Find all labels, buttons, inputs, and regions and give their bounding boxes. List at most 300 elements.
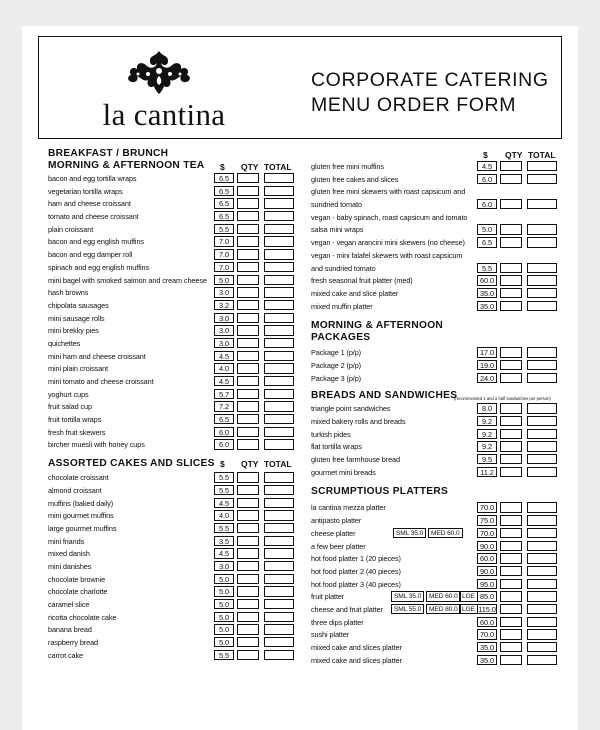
qty-input[interactable] <box>237 198 259 208</box>
menu-item-row <box>311 173 561 186</box>
item-price: 75.0 <box>477 515 497 525</box>
brand-name: la cantina <box>102 97 226 132</box>
item-name: Package 3 (p/p) <box>311 373 362 383</box>
qty-input[interactable] <box>500 454 522 464</box>
item-name: gluten free cakes and slices <box>311 174 399 184</box>
item-price: 3.0 <box>214 287 234 297</box>
qty-input[interactable] <box>237 275 259 285</box>
total-input[interactable] <box>527 224 557 234</box>
breakfast-title-1: BREAKFAST / BRUNCH <box>48 148 169 159</box>
menu-item-row <box>311 641 561 654</box>
item-price: 9.2 <box>477 441 497 451</box>
item-price: 60.0 <box>477 553 497 563</box>
item-name: bacon and egg tortilla wraps <box>48 174 137 183</box>
menu-item-row <box>48 185 298 198</box>
menu-item-row <box>48 388 298 401</box>
menu-item-row <box>48 509 298 522</box>
total-input[interactable] <box>264 650 294 660</box>
menu-item-row <box>48 497 298 510</box>
total-input[interactable] <box>264 363 294 373</box>
item-price: 70.0 <box>477 502 497 512</box>
packages-list <box>311 346 561 384</box>
item-price: 8.0 <box>477 403 497 413</box>
item-name: quichettes <box>48 338 81 348</box>
qty-input[interactable] <box>237 363 259 373</box>
total-input[interactable] <box>527 360 557 370</box>
qty-input[interactable] <box>237 325 259 335</box>
item-price: 3.0 <box>214 338 234 348</box>
total-input[interactable] <box>527 566 557 576</box>
menu-item-row <box>48 362 298 375</box>
size-option[interactable]: SML 35.0 <box>393 528 426 538</box>
total-input[interactable] <box>527 288 557 298</box>
item-price: 70.0 <box>477 528 497 538</box>
item-name: mixed cake and slice platter <box>311 288 399 298</box>
item-price: 5.7 <box>214 389 234 399</box>
qty-input[interactable] <box>500 579 522 589</box>
item-name: hot food platter 1 (20 pieces) <box>311 554 401 564</box>
qty-input[interactable] <box>500 429 522 439</box>
item-name: mixed cake and slices platter <box>311 643 402 652</box>
breads-list <box>311 402 561 478</box>
size-option[interactable]: SML 35.0 <box>391 591 424 601</box>
item-price: 95.0 <box>477 579 497 589</box>
total-input[interactable] <box>527 237 557 247</box>
menu-item-row <box>311 287 561 300</box>
menu-item-row <box>48 636 298 649</box>
item-price: 85.0 <box>477 591 497 601</box>
total-input[interactable] <box>264 586 294 596</box>
qty-input[interactable] <box>237 536 259 546</box>
qty-input[interactable] <box>237 574 259 584</box>
qty-input[interactable] <box>237 414 259 424</box>
col-qty-label: QTY <box>241 162 259 172</box>
total-input[interactable] <box>264 173 294 183</box>
item-name: gluten free farmhouse bread <box>311 455 400 465</box>
menu-item-row <box>311 540 561 553</box>
total-input[interactable] <box>264 439 294 449</box>
cakes-header <box>48 455 298 471</box>
item-price: 11.2 <box>477 467 497 477</box>
total-input[interactable] <box>264 211 294 221</box>
breads-title-row <box>311 390 561 402</box>
qty-input[interactable] <box>500 403 522 413</box>
total-input[interactable] <box>264 612 294 622</box>
qty-input[interactable] <box>237 498 259 508</box>
menu-item-row <box>48 438 298 451</box>
qty-input[interactable] <box>500 360 522 370</box>
qty-input[interactable] <box>237 561 259 571</box>
qty-input[interactable] <box>237 338 259 348</box>
item-name: turkish pides <box>311 429 351 439</box>
total-input[interactable] <box>264 300 294 310</box>
total-input[interactable] <box>264 224 294 234</box>
total-input[interactable] <box>264 249 294 259</box>
qty-input[interactable] <box>237 224 259 234</box>
qty-input[interactable] <box>237 427 259 437</box>
menu-item-row <box>48 337 298 350</box>
menu-item-row <box>311 616 561 629</box>
size-option[interactable]: LGE <box>459 604 478 614</box>
item-name: vegan - vegan arancini mini skewers (no cheese) <box>311 238 465 248</box>
total-input[interactable] <box>264 262 294 272</box>
menu-item-row <box>311 198 561 211</box>
title-line-1: CORPORATE CATERING <box>311 69 549 91</box>
item-price: 4.5 <box>214 376 234 386</box>
total-input[interactable] <box>264 536 294 546</box>
qty-input[interactable] <box>237 249 259 259</box>
total-input[interactable] <box>264 624 294 634</box>
item-name: tomato and cheese croissant <box>48 212 139 222</box>
item-price: 19.0 <box>477 360 497 370</box>
menu-item-row <box>311 359 561 372</box>
item-price: 4.5 <box>214 498 234 508</box>
total-input[interactable] <box>264 414 294 424</box>
qty-input[interactable] <box>500 441 522 451</box>
item-price: 6.0 <box>214 427 234 437</box>
qty-input[interactable] <box>237 523 259 533</box>
title-line-2: MENU ORDER FORM <box>311 94 517 116</box>
menu-item-row <box>48 413 298 426</box>
total-input[interactable] <box>527 429 557 439</box>
menu-item-row <box>311 466 561 479</box>
qty-input[interactable] <box>237 389 259 399</box>
qty-input[interactable] <box>237 186 259 196</box>
total-input[interactable] <box>264 510 294 520</box>
total-input[interactable] <box>527 642 557 652</box>
menu-item-row <box>311 590 561 603</box>
qty-input[interactable] <box>237 300 259 310</box>
qty-input[interactable] <box>500 655 522 665</box>
qty-input[interactable] <box>500 553 522 563</box>
total-input[interactable] <box>527 174 557 184</box>
qty-input[interactable] <box>500 174 522 184</box>
total-input[interactable] <box>264 498 294 508</box>
total-input[interactable] <box>264 275 294 285</box>
item-price: 5.0 <box>214 637 234 647</box>
total-input[interactable] <box>264 325 294 335</box>
total-input[interactable] <box>264 401 294 411</box>
qty-input[interactable] <box>237 548 259 558</box>
item-price: 5.0 <box>214 275 234 285</box>
menu-item-row <box>311 527 561 540</box>
col-total-label: TOTAL <box>528 150 556 160</box>
breakfast-title-2: MORNING & AFTERNOON TEA <box>48 160 205 171</box>
logo <box>79 43 249 133</box>
item-name: yoghurt cups <box>48 389 89 399</box>
col-total-label: TOTAL <box>264 459 292 470</box>
menu-item-row <box>311 453 561 466</box>
qty-input[interactable] <box>500 416 522 426</box>
qty-input[interactable] <box>237 510 259 520</box>
menu-item-row <box>311 372 561 385</box>
qty-input[interactable] <box>500 591 522 601</box>
qty-input[interactable] <box>500 224 522 234</box>
menu-item-row <box>48 623 298 636</box>
item-name: cheese and fruit platter <box>311 604 383 614</box>
item-name: flat tortilla wraps <box>311 442 362 452</box>
total-input[interactable] <box>527 161 557 171</box>
item-name: almond croissant <box>48 485 102 495</box>
qty-input[interactable] <box>237 401 259 411</box>
item-price: 6.5 <box>477 237 497 247</box>
item-price: 35.0 <box>477 655 497 665</box>
total-input[interactable] <box>264 287 294 297</box>
menu-item-row <box>311 274 561 287</box>
qty-input[interactable] <box>500 642 522 652</box>
menu-item-row <box>48 223 298 236</box>
total-input[interactable] <box>527 467 557 477</box>
total-input[interactable] <box>527 553 557 563</box>
item-price: 3.0 <box>214 325 234 335</box>
item-name: sundried tomato <box>311 200 362 210</box>
item-price: 90.0 <box>477 566 497 576</box>
qty-input[interactable] <box>237 376 259 386</box>
menu-item-row <box>48 471 298 484</box>
qty-input[interactable] <box>500 301 522 311</box>
item-price: 5.0 <box>214 574 234 584</box>
item-price: 5.5 <box>214 650 234 660</box>
item-name: plain croissant <box>48 224 94 234</box>
total-input[interactable] <box>527 403 557 413</box>
item-name: carrot cake <box>48 650 83 660</box>
qty-input[interactable] <box>237 624 259 634</box>
total-input[interactable] <box>264 313 294 323</box>
qty-input[interactable] <box>500 275 522 285</box>
item-name: bacon and egg damper roll <box>48 250 133 260</box>
total-input[interactable] <box>527 528 557 538</box>
qty-input[interactable] <box>237 586 259 596</box>
menu-item-row <box>311 552 561 565</box>
total-input[interactable] <box>527 579 557 589</box>
qty-input[interactable] <box>237 351 259 361</box>
item-price: 6.5 <box>214 186 234 196</box>
item-price: 3.2 <box>214 300 234 310</box>
total-input[interactable] <box>264 427 294 437</box>
total-input[interactable] <box>527 591 557 601</box>
item-price: 7.0 <box>214 236 234 246</box>
menu-item-row <box>48 598 298 611</box>
item-name: and sundried tomato <box>311 263 376 273</box>
platters-title: SCRUMPTIOUS PLATTERS <box>311 486 449 498</box>
qty-input[interactable] <box>500 467 522 477</box>
menu-item-row <box>311 211 561 224</box>
size-option[interactable]: MED 60.0 <box>426 591 461 601</box>
item-name: mixed danish <box>48 549 90 559</box>
item-price: 5.5 <box>214 472 234 482</box>
total-input[interactable] <box>527 515 557 525</box>
menu-item-row <box>311 300 561 313</box>
qty-input[interactable] <box>237 612 259 622</box>
qty-input[interactable] <box>237 472 259 482</box>
item-name: mixed cake and slices platter <box>311 655 402 665</box>
breakfast-header <box>48 160 298 172</box>
size-option[interactable]: MED 60.0 <box>428 528 463 538</box>
total-input[interactable] <box>527 604 557 614</box>
qty-input[interactable] <box>237 599 259 609</box>
qty-input[interactable] <box>500 373 522 383</box>
packages-title-2: PACKAGES <box>311 332 371 344</box>
col-price-label: $ <box>483 150 488 160</box>
item-price: 24.0 <box>477 373 497 383</box>
total-input[interactable] <box>527 301 557 311</box>
menu-item-row <box>311 628 561 641</box>
item-price: 9.5 <box>477 454 497 464</box>
qty-input[interactable] <box>500 199 522 209</box>
size-option[interactable]: LGE <box>459 591 478 601</box>
total-input[interactable] <box>264 186 294 196</box>
qty-input[interactable] <box>500 541 522 551</box>
menu-item-row <box>48 400 298 413</box>
total-input[interactable] <box>527 655 557 665</box>
total-input[interactable] <box>527 373 557 383</box>
menu-item-row <box>48 312 298 325</box>
menu-item-row <box>311 249 561 262</box>
size-option[interactable]: MED 80.0 <box>426 604 461 614</box>
total-input[interactable] <box>264 561 294 571</box>
qty-input[interactable] <box>237 262 259 272</box>
total-input[interactable] <box>264 637 294 647</box>
item-name: vegetarian tortilla wraps <box>48 186 123 196</box>
item-name: mixed bakery rolls and breads <box>311 417 406 426</box>
total-input[interactable] <box>527 541 557 551</box>
item-price: 3.5 <box>214 536 234 546</box>
total-input[interactable] <box>264 472 294 482</box>
qty-input[interactable] <box>500 629 522 639</box>
item-price: 6.0 <box>477 199 497 209</box>
packages-title-1: MORNING & AFTERNOON <box>311 320 444 332</box>
total-input[interactable] <box>264 376 294 386</box>
item-name: ricotta chocolate cake <box>48 612 117 622</box>
total-input[interactable] <box>264 389 294 399</box>
item-price: 35.0 <box>477 288 497 298</box>
menu-item-row <box>48 573 298 586</box>
item-price: 35.0 <box>477 642 497 652</box>
total-input[interactable] <box>264 523 294 533</box>
item-name: a few beer platter <box>311 541 366 551</box>
left-column <box>48 148 298 661</box>
item-price: 4.5 <box>214 351 234 361</box>
item-price: 5.0 <box>477 224 497 234</box>
total-input[interactable] <box>527 629 557 639</box>
total-input[interactable] <box>527 617 557 627</box>
form-title <box>311 68 561 118</box>
platters-list <box>311 501 561 666</box>
menu-item-row <box>311 654 561 667</box>
item-price: 5.0 <box>214 624 234 634</box>
qty-input[interactable] <box>500 528 522 538</box>
total-input[interactable] <box>264 351 294 361</box>
item-name: mini bagel with smoked salmon and cream cheese <box>48 275 207 285</box>
item-name: mixed muffin platter <box>311 301 373 311</box>
total-input[interactable] <box>527 454 557 464</box>
item-name: caramel slice <box>48 600 90 609</box>
total-input[interactable] <box>264 548 294 558</box>
qty-input[interactable] <box>237 313 259 323</box>
total-input[interactable] <box>264 599 294 609</box>
total-input[interactable] <box>527 263 557 273</box>
item-name: mini danishes <box>48 561 92 571</box>
item-name: fruit platter <box>311 592 345 602</box>
form-header <box>38 36 562 139</box>
item-price: 5.5 <box>477 263 497 273</box>
total-input[interactable] <box>527 502 557 512</box>
qty-input[interactable] <box>237 287 259 297</box>
qty-input[interactable] <box>237 637 259 647</box>
item-price: 9.2 <box>477 429 497 439</box>
item-name: hot food platter 3 (40 pieces) <box>311 579 401 589</box>
total-input[interactable] <box>264 236 294 246</box>
item-name: fruit salad cup <box>48 402 92 412</box>
total-input[interactable] <box>527 441 557 451</box>
menu-item-row <box>48 535 298 548</box>
col-total-label: TOTAL <box>264 162 292 172</box>
menu-item-row <box>48 649 298 662</box>
item-price: 5.0 <box>214 599 234 609</box>
qty-input[interactable] <box>237 439 259 449</box>
qty-input[interactable] <box>237 236 259 246</box>
item-name: mini friands <box>48 536 85 546</box>
item-name: banana bread <box>48 625 92 635</box>
item-price: 60.0 <box>477 275 497 285</box>
item-price: 90.0 <box>477 541 497 551</box>
qty-input[interactable] <box>500 263 522 273</box>
total-input[interactable] <box>527 275 557 285</box>
total-input[interactable] <box>264 338 294 348</box>
item-name: fresh seasonal fruit platter (med) <box>311 276 413 286</box>
qty-input[interactable] <box>237 173 259 183</box>
order-form-page <box>22 26 578 730</box>
item-price: 5.0 <box>214 586 234 596</box>
ornament-icon <box>124 49 194 95</box>
qty-input[interactable] <box>500 161 522 171</box>
item-price: 7.0 <box>214 249 234 259</box>
menu-item-row <box>48 547 298 560</box>
total-input[interactable] <box>264 574 294 584</box>
total-input[interactable] <box>527 347 557 357</box>
item-price: 7.2 <box>214 401 234 411</box>
qty-input[interactable] <box>500 347 522 357</box>
menu-item-row <box>48 585 298 598</box>
item-price: 6.5 <box>214 198 234 208</box>
qty-input[interactable] <box>500 288 522 298</box>
qty-input[interactable] <box>500 566 522 576</box>
total-input[interactable] <box>264 485 294 495</box>
total-input[interactable] <box>527 416 557 426</box>
qty-input[interactable] <box>500 502 522 512</box>
menu-item-row <box>48 172 298 185</box>
item-name: chocolate croissant <box>48 473 109 483</box>
total-input[interactable] <box>527 199 557 209</box>
item-price: 4.0 <box>214 363 234 373</box>
item-name: hash browns <box>48 288 89 298</box>
qty-input[interactable] <box>237 485 259 495</box>
qty-input[interactable] <box>500 515 522 525</box>
total-input[interactable] <box>264 198 294 208</box>
right-header <box>311 148 561 160</box>
qty-input[interactable] <box>500 237 522 247</box>
menu-item-row <box>311 415 561 428</box>
item-name: sushi platter <box>311 630 350 640</box>
item-price: 6.5 <box>214 211 234 221</box>
size-option[interactable]: SML 55.0 <box>391 604 424 614</box>
qty-input[interactable] <box>237 211 259 221</box>
cakes-list <box>48 471 298 661</box>
cakes-title: ASSORTED CAKES AND SLICES <box>48 458 215 470</box>
qty-input[interactable] <box>500 604 522 614</box>
qty-input[interactable] <box>237 650 259 660</box>
qty-input[interactable] <box>500 617 522 627</box>
